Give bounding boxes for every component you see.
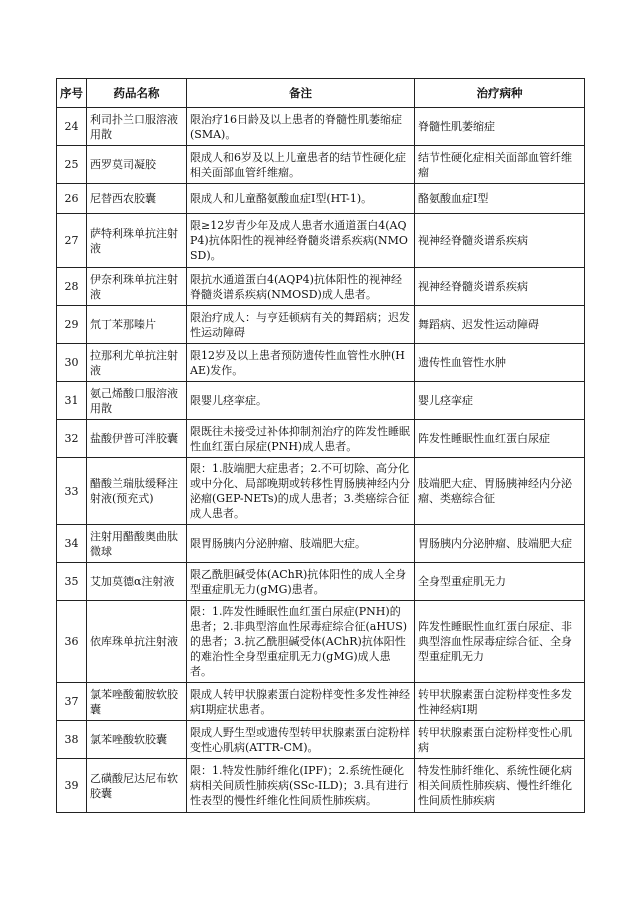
disease-name: 脊髓性肌萎缩症 <box>415 108 585 146</box>
drug-name: 伊奈利珠单抗注射液 <box>87 268 187 306</box>
row-number: 31 <box>57 382 87 420</box>
note-text: 限胃肠胰内分泌肿瘤、肢端肥大症。 <box>187 525 415 563</box>
drug-name: 利司扑兰口服溶液用散 <box>87 108 187 146</box>
header-drug-name: 药品名称 <box>87 79 187 108</box>
drug-name: 西罗莫司凝胶 <box>87 146 187 184</box>
drug-name: 艾加莫德α注射液 <box>87 563 187 601</box>
header-no: 序号 <box>57 79 87 108</box>
row-number: 28 <box>57 268 87 306</box>
note-text: 限治疗成人：与亨廷顿病有关的舞蹈病；迟发性运动障碍 <box>187 306 415 344</box>
note-text: 限既往未接受过补体抑制剂治疗的阵发性睡眠性血红蛋白尿症(PNH)成人患者。 <box>187 420 415 458</box>
row-number: 25 <box>57 146 87 184</box>
row-number: 36 <box>57 601 87 683</box>
disease-name: 视神经脊髓炎谱系疾病 <box>415 214 585 268</box>
row-number: 30 <box>57 344 87 382</box>
note-text: 限成人野生型或遗传型转甲状腺素蛋白淀粉样变性心肌病(ATTR-CM)。 <box>187 721 415 759</box>
row-number: 33 <box>57 458 87 525</box>
table-row <box>57 525 585 563</box>
table-header-row <box>57 79 585 108</box>
disease-name: 遗传性血管性水肿 <box>415 344 585 382</box>
table-row <box>57 683 585 721</box>
header-disease: 治疗病种 <box>415 79 585 108</box>
note-text: 限治疗16日龄及以上患者的脊髓性肌萎缩症(SMA)。 <box>187 108 415 146</box>
note-text: 限婴儿痉挛症。 <box>187 382 415 420</box>
note-text: 限12岁及以上患者预防遗传性血管性水肿(HAE)发作。 <box>187 344 415 382</box>
disease-name: 转甲状腺素蛋白淀粉样变性心肌病 <box>415 721 585 759</box>
row-number: 27 <box>57 214 87 268</box>
drug-name: 乙磺酸尼达尼布软胶囊 <box>87 759 187 813</box>
note-text: 限：1.肢端肥大症患者；2.不可切除、高分化或中分化、局部晚期或转移性胃肠胰神经内分泌瘤(GEP-NETs)的成人患者；3.类癌综合征成人患者。 <box>187 458 415 525</box>
table-row <box>57 214 585 268</box>
table-row <box>57 108 585 146</box>
drug-name: 氨己烯酸口服溶液用散 <box>87 382 187 420</box>
drug-name: 氯苯唑酸软胶囊 <box>87 721 187 759</box>
table-row <box>57 306 585 344</box>
drug-name: 氘丁苯那嗪片 <box>87 306 187 344</box>
drug-name: 醋酸兰瑞肽缓释注射液(预充式) <box>87 458 187 525</box>
note-text: 限成人转甲状腺素蛋白淀粉样变性多发性神经病Ⅰ期症状患者。 <box>187 683 415 721</box>
table-body <box>57 108 585 813</box>
drug-name: 萨特利珠单抗注射液 <box>87 214 187 268</box>
row-number: 35 <box>57 563 87 601</box>
drug-name: 依库珠单抗注射液 <box>87 601 187 683</box>
drug-name: 注射用醋酸奥曲肽微球 <box>87 525 187 563</box>
disease-name: 胃肠胰内分泌肿瘤、肢端肥大症 <box>415 525 585 563</box>
table-row <box>57 184 585 214</box>
drug-name: 盐酸伊普可泮胶囊 <box>87 420 187 458</box>
table-row <box>57 268 585 306</box>
row-number: 29 <box>57 306 87 344</box>
row-number: 37 <box>57 683 87 721</box>
disease-name: 舞蹈病、迟发性运动障碍 <box>415 306 585 344</box>
row-number: 32 <box>57 420 87 458</box>
disease-name: 阵发性睡眠性血红蛋白尿症、非典型溶血性尿毒症综合征、全身型重症肌无力 <box>415 601 585 683</box>
table-row <box>57 759 585 813</box>
table-row <box>57 420 585 458</box>
note-text: 限≥12岁青少年及成人患者水通道蛋白4(AQP4)抗体阳性的视神经脊髓炎谱系疾病(NMOSD)。 <box>187 214 415 268</box>
drug-name: 拉那利尤单抗注射液 <box>87 344 187 382</box>
row-number: 38 <box>57 721 87 759</box>
table-row <box>57 458 585 525</box>
disease-name: 酪氨酸血症Ⅰ型 <box>415 184 585 214</box>
disease-name: 全身型重症肌无力 <box>415 563 585 601</box>
table-row <box>57 146 585 184</box>
header-note: 备注 <box>187 79 415 108</box>
disease-name: 转甲状腺素蛋白淀粉样变性多发性神经病Ⅰ期 <box>415 683 585 721</box>
table-row <box>57 344 585 382</box>
table-row <box>57 382 585 420</box>
table-row <box>57 721 585 759</box>
note-text: 限抗水通道蛋白4(AQP4)抗体阳性的视神经脊髓炎谱系疾病(NMOSD)成人患者。 <box>187 268 415 306</box>
note-text: 限：1.阵发性睡眠性血红蛋白尿症(PNH)的患者；2.非典型溶血性尿毒症综合征(aHUS)的患者；3.抗乙酰胆碱受体(AChR)抗体阳性的难治性全身型重症肌无力(gMG)成人患者。 <box>187 601 415 683</box>
drug-name: 尼替西农胶囊 <box>87 184 187 214</box>
note-text: 限成人和6岁及以上儿童患者的结节性硬化症相关面部血管纤维瘤。 <box>187 146 415 184</box>
disease-name: 肢端肥大症、胃肠胰神经内分泌瘤、类癌综合征 <box>415 458 585 525</box>
disease-name: 特发性肺纤维化、系统性硬化病相关间质性肺疾病、慢性纤维化性间质性肺疾病 <box>415 759 585 813</box>
table-row <box>57 601 585 683</box>
note-text: 限：1.特发性肺纤维化(IPF)；2.系统性硬化病相关间质性肺疾病(SSc-ILD)；3.具有进行性表型的慢性纤维化性间质性肺疾病。 <box>187 759 415 813</box>
row-number: 24 <box>57 108 87 146</box>
disease-name: 结节性硬化症相关面部血管纤维瘤 <box>415 146 585 184</box>
row-number: 26 <box>57 184 87 214</box>
drug-name: 氯苯唑酸葡胺软胶囊 <box>87 683 187 721</box>
row-number: 34 <box>57 525 87 563</box>
table-row <box>57 563 585 601</box>
note-text: 限成人和儿童酪氨酸血症Ⅰ型(HT-1)。 <box>187 184 415 214</box>
disease-name: 婴儿痉挛症 <box>415 382 585 420</box>
note-text: 限乙酰胆碱受体(AChR)抗体阳性的成人全身型重症肌无力(gMG)患者。 <box>187 563 415 601</box>
drug-catalog-table <box>56 78 585 813</box>
disease-name: 视神经脊髓炎谱系疾病 <box>415 268 585 306</box>
disease-name: 阵发性睡眠性血红蛋白尿症 <box>415 420 585 458</box>
row-number: 39 <box>57 759 87 813</box>
